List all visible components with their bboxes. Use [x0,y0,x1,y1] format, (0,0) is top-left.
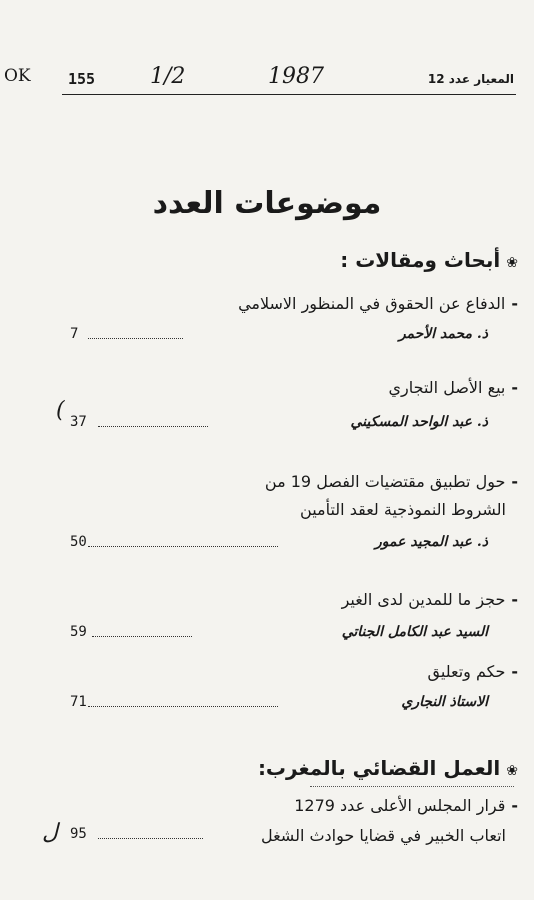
handwritten-year: 1987 [268,64,324,89]
toc-item-author-line [70,694,488,716]
toc-item-title: -قرار المجلس الأعلى عدد 1279 [294,796,518,815]
page-title: موضوعات العدد [152,186,382,221]
heading-underline [310,786,514,787]
toc-item-title-continuation: اتعاب الخبير في قضايا حوادث الشغل [260,826,506,845]
toc-item-title: -الدفاع عن الحقوق في المنظور الاسلامي [238,294,518,313]
toc-item-page: 71 [70,694,87,710]
leader-dots [88,338,183,339]
toc-item-page: 95 [70,826,87,842]
toc-item-author-line [70,826,222,848]
margin-bracket: ل [42,820,58,845]
toc-item-title: -حجز ما للمدين لدى الغير [341,590,518,609]
leader-dots [88,706,278,707]
leader-dots [92,636,192,637]
margin-mark: OK [4,66,31,86]
section-heading-judicial: ❀العمل القضائي بالمغرب: [257,756,518,780]
toc-item-author-line [70,326,488,348]
toc-item-title-continuation: الشروط النموذجية لعقد التأمين [300,500,506,519]
page-number: 155 [68,70,96,88]
toc-item-author: ذ. عبد المجيد عمور [375,534,488,550]
toc-item-page: 7 [70,326,79,342]
toc-item-title: -حكم وتعليق [427,662,518,681]
toc-item-title: -بيع الأصل التجاري [388,378,518,397]
toc-item-author: ذ. عبد الواحد المسكيني [350,414,488,430]
handwritten-fraction: 1/2 [150,64,186,89]
flower-icon: ❀ [506,255,518,271]
toc-item-author: ذ. محمد الأحمر [398,326,488,342]
leader-dots [88,546,278,547]
flower-icon: ❀ [506,763,518,779]
toc-item-author-line [70,624,488,646]
leader-dots [98,426,208,427]
section-heading-articles: ❀أبحاث ومقالات : [340,248,518,272]
leader-dots [98,838,203,839]
toc-item-author-line [70,414,488,436]
toc-item-page: 59 [70,624,87,640]
toc-item-author: السيد عبد الكامل الجناتي [341,624,488,640]
toc-item-author: الاستاذ النجاري [401,694,488,710]
margin-bracket: ( [56,398,65,423]
toc-item-page: 37 [70,414,87,430]
issue-label: المعيار عدد 12 [427,72,514,86]
header-rule [62,94,516,95]
toc-item-author-line [70,534,488,556]
toc-item-page: 50 [70,534,87,550]
toc-item-title: -حول تطبيق مقتضيات الفصل 19 من [264,472,518,491]
